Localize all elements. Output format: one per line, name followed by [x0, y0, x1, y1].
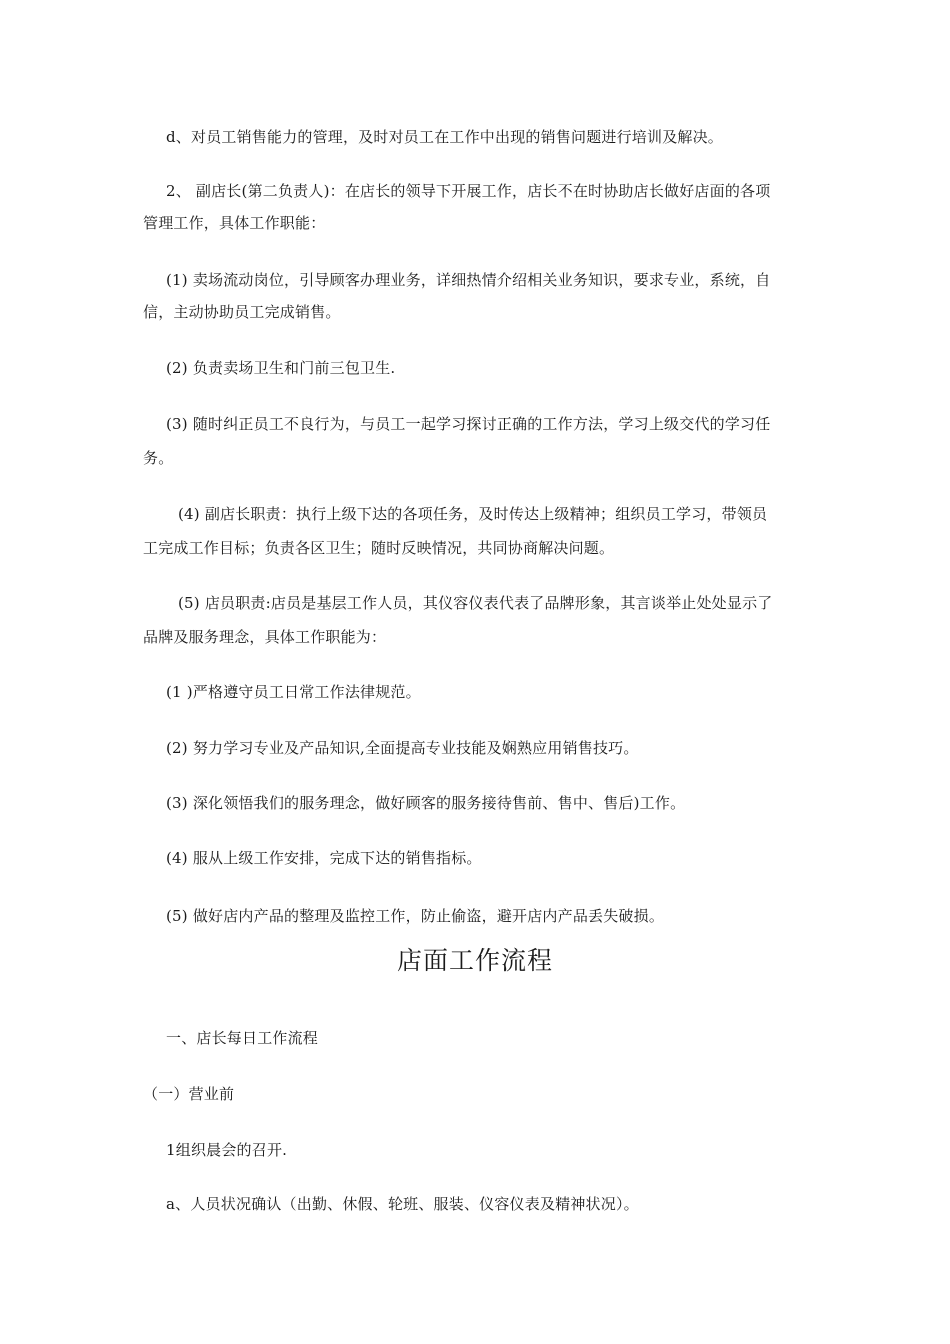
- text-line-item-5-cont: 品牌及服务理念，具体工作职能为：: [143, 628, 387, 646]
- text-line-heading-1: 一、店长每日工作流程: [166, 1029, 319, 1047]
- text-line-item-3-cont: 务。: [143, 449, 174, 467]
- text-line-staff-1: (1 )严格遵守员工日常工作法律规范。: [166, 683, 421, 701]
- text-line-deputy-manager: 2、 副店长(第二负责人)：在店长的领导下开展工作，店长不在时协助店长做好店面的各项: [166, 182, 771, 200]
- text-line-staff-check: a、人员状况确认（出勤、休假、轮班、服装、仪容仪表及精神状况）。: [166, 1195, 639, 1213]
- text-line-staff-5: (5) 做好店内产品的整理及监控工作，防止偷盗，避开店内产品丢失破损。: [166, 907, 665, 925]
- text-line-item-5: (5) 店员职责:店员是基层工作人员，其仪容仪表代表了品牌形象，其言谈举止处处显示了: [178, 594, 773, 612]
- text-line-item-2: (2) 负责卖场卫生和门前三包卫生.: [166, 359, 396, 377]
- text-line-d: d、对员工销售能力的管理，及时对员工在工作中出现的销售问题进行培训及解决。: [166, 128, 724, 146]
- section-title: 店面工作流程: [396, 946, 553, 975]
- text-line-morning-meeting: 1组织晨会的召开.: [166, 1141, 288, 1159]
- text-line-subheading-1: （一）营业前: [143, 1085, 235, 1103]
- text-line-staff-2: (2) 努力学习专业及产品知识,全面提高专业技能及娴熟应用销售技巧。: [166, 739, 639, 757]
- text-line-staff-3: (3) 深化领悟我们的服务理念，做好顾客的服务接待售前、售中、售后)工作。: [166, 794, 686, 812]
- text-line-item-3: (3) 随时纠正员工不良行为，与员工一起学习探讨正确的工作方法，学习上级交代的学习任: [166, 415, 771, 433]
- text-line-deputy-manager-cont: 管理工作，具体工作职能：: [143, 214, 326, 232]
- text-line-staff-4: (4) 服从上级工作安排，完成下达的销售指标。: [166, 849, 482, 867]
- text-line-item-4: (4) 副店长职责：执行上级下达的各项任务，及时传达上级精神；组织员工学习，带领员: [178, 505, 768, 523]
- text-line-item-1: (1) 卖场流动岗位，引导顾客办理业务，详细热情介绍相关业务知识，要求专业，系统，自: [166, 271, 771, 289]
- text-line-item-4-cont: 工完成工作目标；负责各区卫生；随时反映情况，共同协商解决问题。: [143, 539, 615, 557]
- text-line-item-1-cont: 信，主动协助员工完成销售。: [143, 303, 341, 321]
